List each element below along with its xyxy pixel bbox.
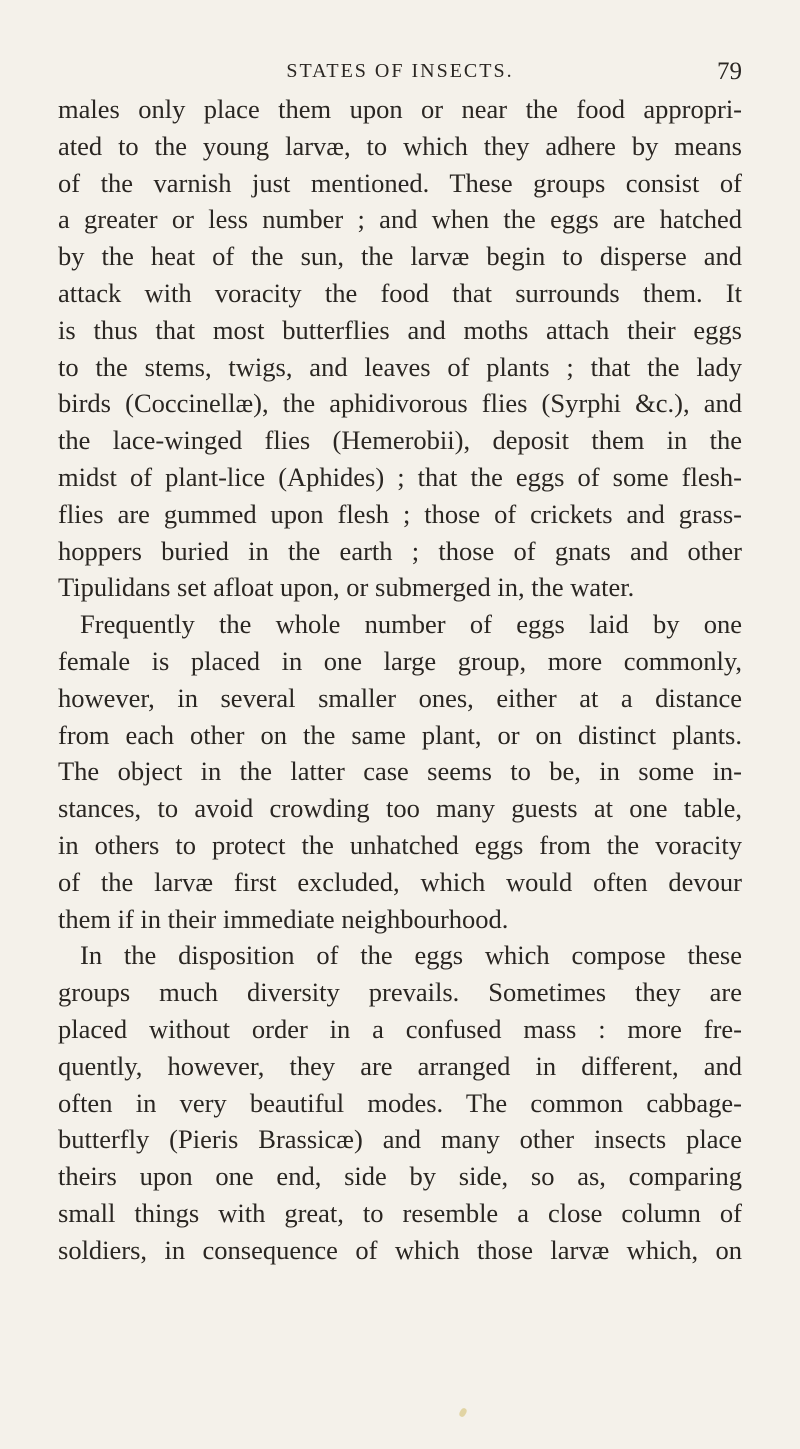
- text-line: female is placed in one large group, more commonly,: [58, 645, 742, 676]
- text-line: a greater or less number ; and when the eggs are hatched: [58, 204, 742, 235]
- text-line: The object in the latter case seems to be, in some in-: [58, 756, 742, 787]
- text-line: in others to protect the unhatched eggs from the voracity: [58, 829, 742, 860]
- running-head: STATES OF INSECTS.: [286, 60, 514, 82]
- text-line: from each other on the same plant, or on distinct plants.: [58, 719, 742, 750]
- page-number: 79: [717, 58, 742, 85]
- text-line: males only place them upon or near the food appropri-: [58, 94, 742, 124]
- text-line: small things with great, to resemble a close column of: [58, 1197, 742, 1228]
- text-line: hoppers buried in the earth ; those of gnats and other: [58, 535, 742, 566]
- text-line: often in very beautiful modes. The common cabbage-: [58, 1087, 742, 1118]
- text-line: ated to the young larvæ, to which they adhere by means: [58, 130, 742, 161]
- text-line: Frequently the whole number of eggs laid by one: [80, 609, 742, 640]
- text-line: of the varnish just mentioned. These groups consist of: [58, 167, 742, 198]
- text-line: of the larvæ first excluded, which would often devour: [58, 866, 742, 897]
- text-line: quently, however, they are arranged in different, and: [58, 1050, 742, 1081]
- text-line: theirs upon one end, side by side, so as, comparing: [58, 1161, 742, 1192]
- paper-speck: [458, 1407, 468, 1418]
- text-line: birds (Coccinellæ), the aphidivorous flies (Syrphi &c.), and: [58, 388, 742, 419]
- text-line: Tipulidans set afloat upon, or submerged in, the water.: [58, 572, 635, 603]
- text-line: them if in their immediate neighbourhood.: [58, 903, 509, 934]
- text-line: groups much diversity prevails. Sometimes they are: [58, 977, 742, 1008]
- text-line: placed without order in a confused mass : more fre-: [58, 1013, 742, 1044]
- text-line: midst of plant-lice (Aphides) ; that the eggs of some flesh-: [58, 461, 742, 492]
- text-line: by the heat of the sun, the larvæ begin to disperse and: [58, 241, 742, 272]
- page-header: [0, 58, 800, 88]
- text-line: the lace-winged flies (Hemerobii), deposit them in the: [58, 425, 742, 456]
- text-line: stances, to avoid crowding too many guests at one table,: [58, 793, 742, 824]
- text-line: attack with voracity the food that surrounds them. It: [58, 277, 742, 308]
- text-line: soldiers, in consequence of which those larvæ which, on: [58, 1234, 742, 1265]
- text-line: In the disposition of the eggs which compose these: [80, 940, 742, 971]
- text-line: butterfly (Pieris Brassicæ) and many other insects place: [58, 1124, 742, 1155]
- body-text: [58, 91, 742, 1269]
- text-line: to the stems, twigs, and leaves of plants ; that the lady: [58, 351, 742, 382]
- text-line: however, in several smaller ones, either at a distance: [58, 682, 742, 713]
- text-line: is thus that most butterflies and moths attach their eggs: [58, 314, 742, 345]
- text-line: flies are gummed upon flesh ; those of crickets and grass-: [58, 498, 742, 529]
